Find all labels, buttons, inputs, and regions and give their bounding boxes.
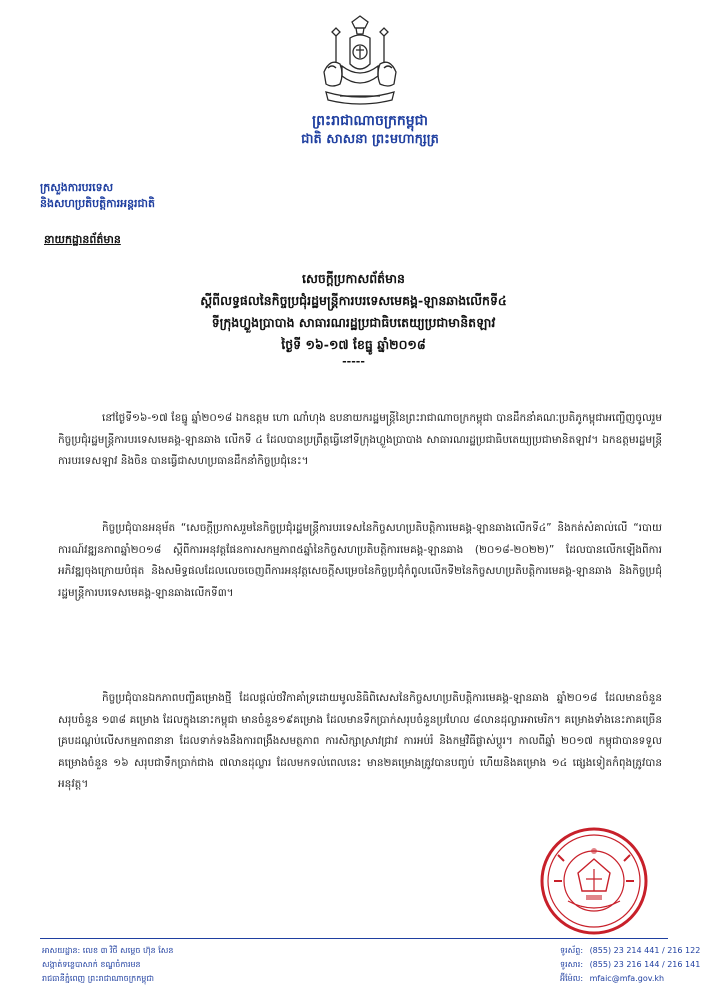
title-date: ថ្ងៃទី ១៦-១៧ ខែធ្នូ ឆ្នាំ២០១៨ (281, 337, 426, 352)
phone-value: (855) 23 214 441 / 216 122 (589, 946, 701, 955)
fax-row (560, 958, 700, 972)
email-label: អ៊ីម៉ែល: (560, 974, 584, 983)
phone-row (560, 944, 700, 958)
address-line3: រាជធានីភ្នំពេញ ព្រះរាជាណាចក្រកម្ពុជា (42, 974, 154, 983)
address-line1: អាសយដ្ឋាន: លេខ ៣ វិថី សម្តេច ហ៊ុន សែន (42, 946, 174, 955)
email-value[interactable]: mfaic@mfa.gov.kh (589, 974, 665, 983)
email-row (560, 972, 700, 986)
national-motto: ជាតិ សាសនា ព្រះមហាក្សត្រ (301, 132, 439, 147)
footer-address (42, 944, 402, 986)
ministry-name-line1: ក្រសួងការបរទេស (40, 181, 114, 194)
kingdom-header (270, 112, 470, 149)
title-line1: សេចក្តីប្រកាសព័ត៌មាន (302, 271, 405, 286)
body-paragraph-1: នៅថ្ងៃទី១៦-១៧ ខែធ្នូ ឆ្នាំ២០១៨ ឯកឧត្តម ហោ ណាំហុង ឧបនាយករដ្ឋមន្ត្រីនៃព្រះរាជាណាចក្រកម្ពុជា បានដឹកនាំគណៈប្រតិភូកម្ពុជាអញ្ជើញចូលរួមកិច្ចប្រជុំរដ្ឋមន្ត្រីការបរទេសមេគង្គ-ឡានឆាង លើកទី ៤ ដែលបានប្រព្រឹត្តធ្វើនៅទីក្រុងហ្លួងប្រាបាង សាធារណរដ្ឋប្រជាធិបតេយ្យប្រជាមានិតឡាវ។ ឯកឧត្តមរដ្ឋមន្ត្រីការបរទេសឡាវ និងចិន បានធ្វើជាសហប្រធានដឹកនាំកិច្ចប្រជុំនេះ។ (58, 412, 662, 467)
address-line2: សង្កាត់ទន្លេបាសាក់ ខណ្ឌចំការមន (42, 960, 141, 969)
ministry-name-line2: និងសហប្រតិបត្តិការអន្តរជាតិ (40, 197, 155, 210)
official-seal-icon (538, 825, 650, 937)
title-line3: ទីក្រុងហ្លួងប្រាបាង សាធារណរដ្ឋប្រជាធិបតេយ្យប្រជាមានិតឡាវ (211, 315, 496, 330)
kingdom-name: ព្រះរាជាណាចក្រកម្ពុជា (311, 113, 428, 129)
body-paragraph-2: កិច្ចប្រជុំបានអនុម័ត “សេចក្តីប្រកាសរួមនៃកិច្ចប្រជុំរដ្ឋមន្ត្រីការបរទេសនៃកិច្ចសហប្រតិបត្តិការមេគង្គ-ឡានឆាងលើកទី៤” និងកត់សំគាល់លើ “របាយការណ៍វឌ្ឍនភាពឆ្នាំ២០១៨ ស្តីពីការអនុវត្តផែនការសកម្មភាព៥ឆ្នាំនៃកិច្ចសហប្រតិបត្តិការមេគង្គ-ឡានឆាង (២០១៨-២០២២)” ដែលបានលើកឡើងពីការអភិវឌ្ឍចុងក្រោយបំផុត និងសមិទ្ធផលដែលលេចចេញពីការអនុវត្តសេចក្តីសម្រេចនៃកិច្ចប្រជុំកំពូលលើកទី២នៃកិច្ចសហប្រតិបត្តិការមេគង្គ-ឡានឆាង និងកិច្ចប្រជុំរដ្ឋមន្ត្រីការបរទេសមេគង្គ-ឡានឆាងលើកទី៣។ (58, 522, 662, 599)
footer-divider (40, 938, 668, 939)
press-release-title (60, 268, 647, 368)
fax-value: (855) 23 216 144 / 216 141 (589, 960, 701, 969)
department-name: នាយកដ្ឋានព័ត៌មាន (44, 233, 121, 246)
title-line2: ស្តីពីលទ្ធផលនៃកិច្ចប្រជុំរដ្ឋមន្ត្រីការបរទេសមេគង្គ-ឡានឆាងលើកទី៤ (200, 293, 507, 308)
title-separator: ----- (342, 355, 365, 368)
footer-contact (560, 944, 700, 986)
phone-label: ទូរស័ព្ទ: (560, 946, 584, 955)
royal-emblem-icon (312, 14, 408, 106)
ministry-block (40, 180, 155, 212)
fax-label: ទូរសារ: (560, 960, 584, 969)
body-paragraph-3: កិច្ចប្រជុំបានឯកភាពបញ្ជីគម្រោងថ្មី ដែលផ្តល់ថវិកាគាំទ្រដោយមូលនិធិពិសេសនៃកិច្ចសហប្រតិបត្តិការមេគង្គ-ឡានឆាង ឆ្នាំ២០១៨ ដែលមានចំនួនសរុបចំនួន ១៣៨ គម្រោង ដែលក្នុងនោះកម្ពុជា មានចំនួន១៩គម្រោង ដែលមានទឹកប្រាក់សរុបចំនួនប្រហែល ៨លានដុល្លារអាមេរិក។ គម្រោងទាំងនេះភាគច្រើនគ្របដណ្តប់លើសកម្មភាពនានា ដែលទាក់ទងនឹងការពង្រឹងសមត្ថភាព ការសិក្សាស្រាវជ្រាវ ការអប់រំ និងកម្មវិធីផ្លាស់ប្តូរ។ កាលពីឆ្នាំ ២០១៧ កម្ពុជាបានទទួលគម្រោងចំនួន ១៦ សរុបជាទឹកប្រាក់ជាង ៧លានដុល្លារ ដែលមកទល់ពេលនេះ មាន២គម្រោងត្រូវបានបញ្ចប់ ហើយនិងគម្រោង ១៤ ផ្សេងទៀតកំពុងត្រូវបានអនុវត្ត។ (58, 692, 662, 790)
